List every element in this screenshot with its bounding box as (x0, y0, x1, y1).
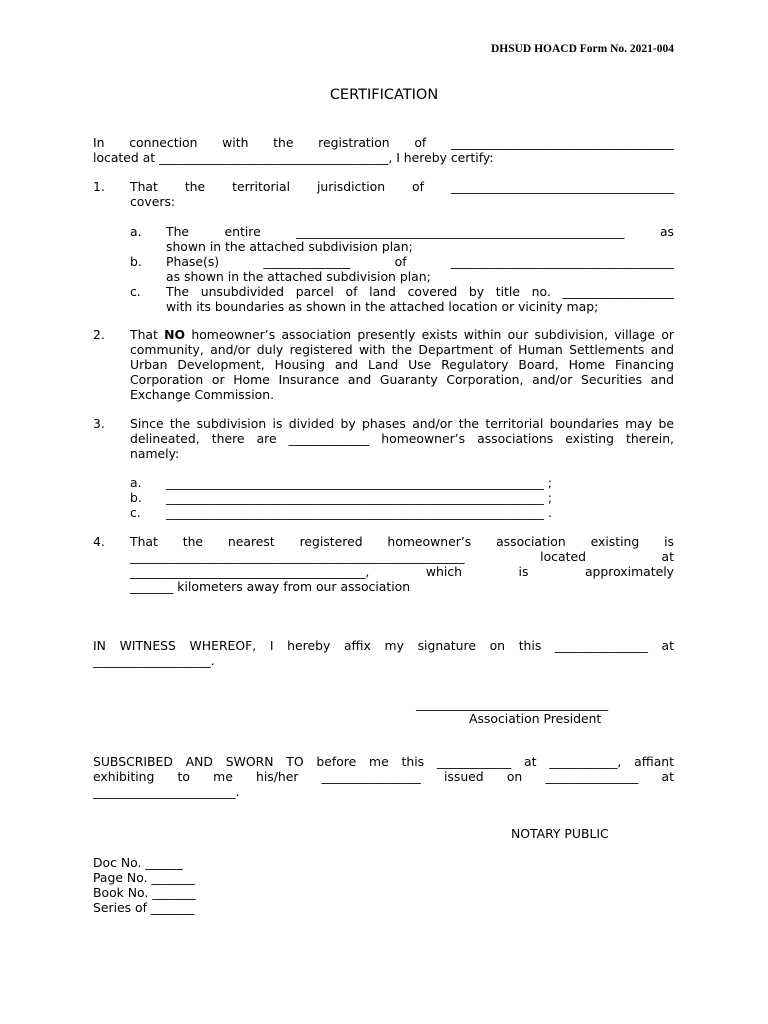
item-4-line-4: _______ kilometers away from our association (130, 579, 411, 594)
item-2-line-4: Corporation or Home Insurance and Guaranty Corporation, and/or Securities and (130, 372, 674, 387)
item-2-number: 2. (93, 327, 105, 342)
item-4-line-3: ______________________________________, which is approximately (130, 564, 674, 579)
subscribed-line-1: SUBSCRIBED AND SWORN TO before me this ____________ at ___________, affiant (93, 754, 674, 769)
intro-line-2: located at _____________________________________, I hereby certify: (93, 150, 494, 165)
item-3c-blank: _____________________________________________________________ . (166, 505, 552, 520)
item-3a-letter: a. (130, 475, 142, 490)
doc-no-field: Doc No. ______ (93, 855, 183, 870)
item-1b-line-1: Phase(s) ______________ of ____________________________________ (166, 254, 674, 269)
item-2-line-1 (130, 327, 674, 342)
item-3b-blank: _____________________________________________________________ ; (166, 490, 553, 505)
item-3a-blank: _____________________________________________________________ ; (166, 475, 553, 490)
item-3-number: 3. (93, 416, 105, 431)
item-1a-line-2: shown in the attached subdivision plan; (166, 239, 413, 254)
item-1c-line-2: with its boundaries as shown in the attached location or vicinity map; (166, 299, 599, 314)
book-no-field: Book No. _______ (93, 885, 196, 900)
subscribed-line-2: exhibiting to me his/her ________________ issued on _______________ at (93, 769, 674, 784)
item-1b-letter: b. (130, 254, 142, 269)
item-2-bold-no: NO (164, 327, 186, 342)
item-1a-letter: a. (130, 224, 142, 239)
item-4-number: 4. (93, 534, 105, 549)
item-1c-line-1: The unsubdivided parcel of land covered by title no. __________________ (166, 284, 674, 299)
item-3-line-1: Since the subdivision is divided by phases and/or the territorial boundaries may be (130, 416, 674, 431)
item-4-line-1: That the nearest registered homeowner’s association existing is (130, 534, 674, 549)
item-2-line-2: community, and/or duly registered with the Department of Human Settlements and (130, 342, 674, 357)
witness-line-1: IN WITNESS WHEREOF, I hereby affix my signature on this _______________ at (93, 638, 674, 653)
item-4-line-2: ______________________________________________________ located at (130, 549, 674, 564)
item-3-line-3: namely: (130, 446, 180, 461)
intro-line-1: In connection with the registration of ____________________________________ (93, 135, 674, 150)
witness-line-2: ___________________. (93, 653, 215, 668)
item-2-line-1-rest: homeowner’s association presently exists within our subdivision, village or (185, 327, 675, 342)
item-3c-letter: c. (130, 505, 141, 520)
item-1c-letter: c. (130, 284, 141, 299)
form-number: DHSUD HOACD Form No. 2021-004 (490, 43, 674, 55)
item-2-pre: That (130, 327, 165, 342)
item-1a-line-1: The entire _____________________________________________________ as (166, 224, 674, 239)
notary-public-label: NOTARY PUBLIC (511, 826, 609, 841)
item-3-line-2: delineated, there are _____________ homeowner’s associations existing therein, (130, 431, 674, 446)
item-1-line-2: covers: (130, 194, 176, 209)
item-3b-letter: b. (130, 490, 142, 505)
item-2-line-5: Exchange Commission. (130, 387, 275, 402)
document-title: CERTIFICATION (329, 87, 439, 103)
signature-label: Association President (469, 711, 602, 726)
signature-line: _______________________________ (416, 696, 609, 711)
item-1b-line-2: as shown in the attached subdivision plan; (166, 269, 431, 284)
item-2-line-3: Urban Development, Housing and Land Use Regulatory Board, Home Financing (130, 357, 674, 372)
series-of-field: Series of _______ (93, 900, 195, 915)
item-1-line-1: That the territorial jurisdiction of ____________________________________ (130, 179, 674, 194)
item-1-number: 1. (93, 179, 105, 194)
page-no-field: Page No. _______ (93, 870, 195, 885)
subscribed-line-3: _______________________. (93, 784, 240, 799)
